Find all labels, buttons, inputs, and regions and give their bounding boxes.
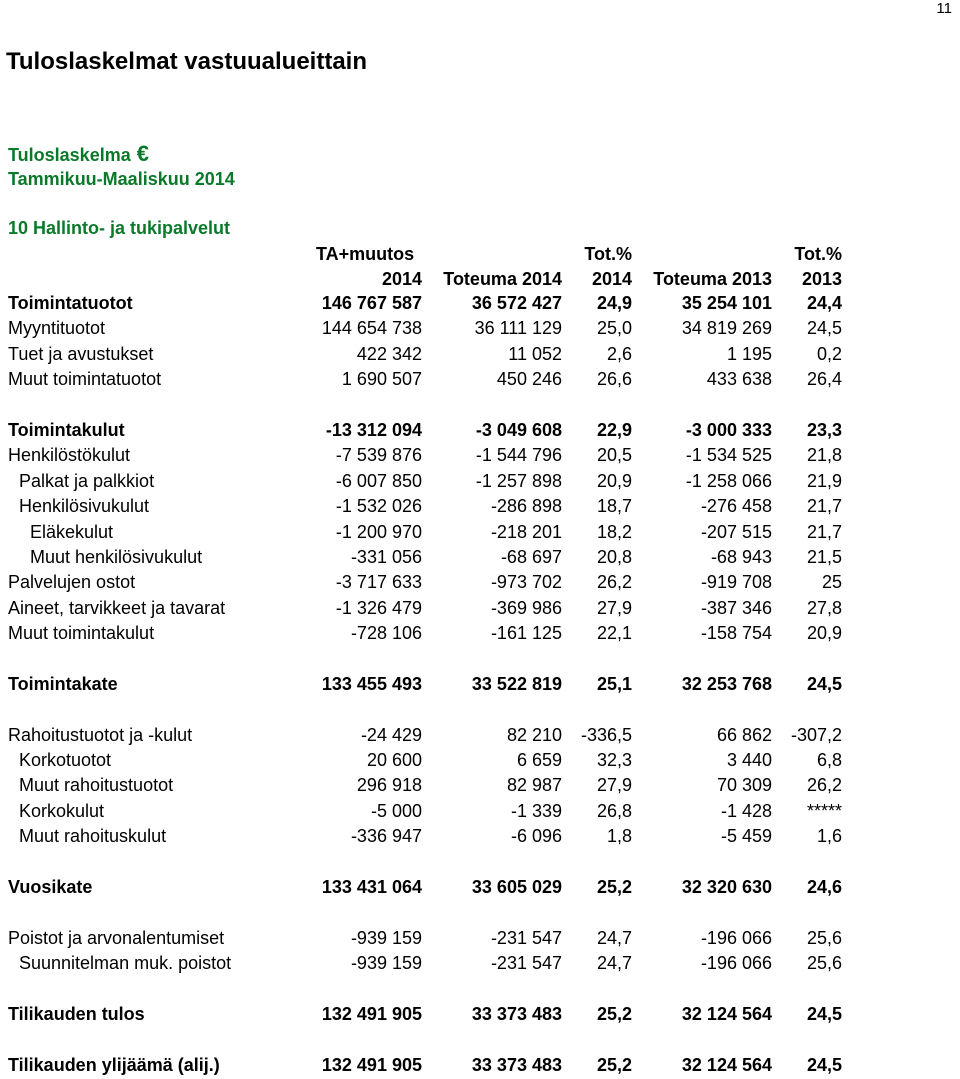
row-value: -6 007 850 <box>335 471 422 491</box>
row-value: -307,2 <box>790 725 842 745</box>
row-value: 296 918 <box>356 775 422 795</box>
row-value: -1 339 <box>510 801 562 821</box>
row-value: 450 246 <box>496 369 562 389</box>
row-value: -68 697 <box>500 547 562 567</box>
row-label: Korkotuotot <box>19 750 112 770</box>
row-value: 32 320 630 <box>681 877 772 897</box>
table-row <box>0 443 960 468</box>
row-value: 25,2 <box>596 877 632 897</box>
table-row <box>0 494 960 519</box>
row-value: 33 605 029 <box>471 877 562 897</box>
row-value: ***** <box>806 801 842 821</box>
row-value: 144 654 738 <box>321 318 422 338</box>
row-value: -231 547 <box>490 928 562 948</box>
row-value: 3 440 <box>726 750 772 770</box>
header-toteuma-2014: Toteuma 2014 <box>443 269 562 289</box>
table-row <box>0 1053 960 1078</box>
row-value: -728 106 <box>350 623 422 643</box>
row-value: 20,8 <box>596 547 632 567</box>
report-title-text: Tuloslaskelma <box>8 145 131 165</box>
row-value: -3 049 608 <box>475 420 562 440</box>
row-value: 18,7 <box>596 496 632 516</box>
row-value: -939 159 <box>350 928 422 948</box>
row-value: -1 258 066 <box>685 471 772 491</box>
row-label: Tilikauden tulos <box>8 1004 145 1024</box>
row-value: 32 253 768 <box>681 674 772 694</box>
table-row <box>0 367 960 392</box>
row-label: Eläkekulut <box>30 522 114 542</box>
row-value: 20,5 <box>596 445 632 465</box>
row-value: -3 717 633 <box>335 572 422 592</box>
row-value: 24,7 <box>596 928 632 948</box>
row-value: 34 819 269 <box>681 318 772 338</box>
row-value: 25,0 <box>596 318 632 338</box>
row-value: -973 702 <box>490 572 562 592</box>
row-value: 24,5 <box>806 1004 842 1024</box>
row-value: 32 124 564 <box>681 1004 772 1024</box>
row-value: -1 544 796 <box>475 445 562 465</box>
table-row <box>0 951 960 976</box>
row-value: 66 862 <box>716 725 772 745</box>
row-value: 24,5 <box>806 318 842 338</box>
row-value: -207 515 <box>700 522 772 542</box>
row-value: 26,2 <box>806 775 842 795</box>
row-value: -336 947 <box>350 826 422 846</box>
row-value: 36 111 129 <box>474 318 562 338</box>
row-value: 23,3 <box>806 420 842 440</box>
row-label: Tuet ja avustukset <box>8 344 154 364</box>
row-label: Poistot ja arvonalentumiset <box>8 928 225 948</box>
row-label: Henkilösivukulut <box>19 496 150 516</box>
row-value: -13 312 094 <box>325 420 422 440</box>
row-value: -68 943 <box>710 547 772 567</box>
row-label: Muut toimintakulut <box>8 623 155 643</box>
table-row <box>0 316 960 341</box>
row-value: -919 708 <box>700 572 772 592</box>
row-value: 35 254 101 <box>681 293 772 313</box>
row-value: -7 539 876 <box>335 445 422 465</box>
row-value: 27,8 <box>806 598 842 618</box>
header-ta-line1: TA+muutos <box>316 244 415 264</box>
row-label: Palvelujen ostot <box>8 572 136 592</box>
row-value: 25,6 <box>806 953 842 973</box>
row-value: 24,5 <box>806 1055 842 1075</box>
row-label: Muut rahoitustuotot <box>19 775 174 795</box>
row-value: 1 195 <box>726 344 772 364</box>
row-value: 24,9 <box>596 293 632 313</box>
row-value: -369 986 <box>490 598 562 618</box>
row-value: 133 455 493 <box>321 674 422 694</box>
row-value: -1 532 026 <box>335 496 422 516</box>
row-label: Rahoitustuotot ja -kulut <box>8 725 193 745</box>
row-value: 24,4 <box>806 293 842 313</box>
header-ta-line2: 2014 <box>381 269 422 289</box>
row-value: -231 547 <box>490 953 562 973</box>
row-label: Aineet, tarvikkeet ja tavarat <box>8 598 226 618</box>
row-value: 18,2 <box>596 522 632 542</box>
row-value: -1 200 970 <box>335 522 422 542</box>
row-value: -5 459 <box>720 826 772 846</box>
row-value: 1,6 <box>816 826 842 846</box>
row-value: 11 052 <box>508 344 562 364</box>
row-value: 36 572 427 <box>471 293 562 313</box>
row-value: 133 431 064 <box>321 877 422 897</box>
table-row <box>0 672 960 697</box>
table-row <box>0 520 960 545</box>
row-value: -387 346 <box>700 598 772 618</box>
row-label: Muut toimintatuotot <box>8 369 162 389</box>
row-value: 25,1 <box>596 674 632 694</box>
table-row <box>0 545 960 570</box>
row-value: 24,6 <box>806 877 842 897</box>
table-row <box>0 418 960 443</box>
table-row <box>0 824 960 849</box>
row-value: 0,2 <box>816 344 842 364</box>
row-value: 25,6 <box>806 928 842 948</box>
row-label: Toimintakate <box>8 674 118 694</box>
row-value: 33 373 483 <box>471 1004 562 1024</box>
row-value: -196 066 <box>700 953 772 973</box>
row-value: 21,8 <box>806 445 842 465</box>
row-value: -1 257 898 <box>475 471 562 491</box>
row-value: 25 <box>821 572 842 592</box>
table-row <box>0 1002 960 1027</box>
row-label: Vuosikate <box>8 877 93 897</box>
row-value: 26,4 <box>806 369 842 389</box>
row-value: 82 210 <box>506 725 562 745</box>
row-value: 20,9 <box>806 623 842 643</box>
row-value: 132 491 905 <box>321 1004 422 1024</box>
report-title <box>8 141 149 168</box>
row-label: Muut henkilösivukulut <box>30 547 203 567</box>
header-pct-2013-line1: Tot.% <box>794 244 842 264</box>
row-value: 26,6 <box>596 369 632 389</box>
row-value: 26,2 <box>596 572 632 592</box>
row-value: -336,5 <box>580 725 632 745</box>
table-row <box>0 621 960 646</box>
row-value: -3 000 333 <box>685 420 772 440</box>
row-value: 21,7 <box>806 496 842 516</box>
row-value: 27,9 <box>596 598 632 618</box>
row-value: 33 373 483 <box>471 1055 562 1075</box>
row-value: -158 754 <box>700 623 772 643</box>
row-label: Henkilöstökulut <box>8 445 131 465</box>
table-row <box>0 926 960 951</box>
row-value: 27,9 <box>596 775 632 795</box>
row-value: 1,8 <box>606 826 632 846</box>
row-label: Toimintakulut <box>8 420 125 440</box>
row-value: -218 201 <box>490 522 562 542</box>
row-value: -6 096 <box>510 826 562 846</box>
report-period: Tammikuu-Maaliskuu 2014 <box>8 169 235 189</box>
row-label: Palkat ja palkkiot <box>19 471 155 491</box>
row-value: 22,9 <box>596 420 632 440</box>
row-value: 26,8 <box>596 801 632 821</box>
row-value: 70 309 <box>716 775 772 795</box>
row-value: -5 000 <box>370 801 422 821</box>
page-title: Tuloslaskelmat vastuualueittain <box>6 48 367 75</box>
row-value: 20 600 <box>366 750 422 770</box>
row-value: 24,7 <box>596 953 632 973</box>
header-pct-2014-line2: 2014 <box>591 269 632 289</box>
row-label: Tilikauden ylijäämä (alij.) <box>8 1055 220 1075</box>
row-value: 22,1 <box>596 623 632 643</box>
table-row <box>0 596 960 621</box>
row-value: -331 056 <box>350 547 422 567</box>
header-toteuma-2013: Toteuma 2013 <box>653 269 772 289</box>
row-value: 6,8 <box>816 750 842 770</box>
table-row <box>0 875 960 900</box>
row-value: 146 767 587 <box>321 293 422 313</box>
row-value: 433 638 <box>706 369 772 389</box>
table-row <box>0 570 960 595</box>
table-row <box>0 342 960 367</box>
page-number: 11 <box>936 0 952 17</box>
row-value: 1 690 507 <box>341 369 422 389</box>
table-row <box>0 773 960 798</box>
row-value: 21,7 <box>806 522 842 542</box>
row-value: 20,9 <box>596 471 632 491</box>
header-pct-2014-line1: Tot.% <box>584 244 632 264</box>
table-row <box>0 723 960 748</box>
row-value: 25,2 <box>596 1055 632 1075</box>
row-value: -1 534 525 <box>685 445 772 465</box>
row-value: 21,9 <box>806 471 842 491</box>
row-value: 6 659 <box>516 750 562 770</box>
row-value: -161 125 <box>490 623 562 643</box>
row-value: -286 898 <box>490 496 562 516</box>
row-value: 24,5 <box>806 674 842 694</box>
row-value: -196 066 <box>700 928 772 948</box>
row-value: 25,2 <box>596 1004 632 1024</box>
table-row <box>0 291 960 316</box>
row-label: Korkokulut <box>19 801 105 821</box>
row-value: 33 522 819 <box>471 674 562 694</box>
table-row <box>0 799 960 824</box>
euro-symbol: € <box>136 141 149 166</box>
row-value: 32,3 <box>596 750 632 770</box>
row-value: 82 987 <box>506 775 562 795</box>
header-pct-2013-line2: 2013 <box>801 269 842 289</box>
row-value: -276 458 <box>700 496 772 516</box>
unit-name: 10 Hallinto- ja tukipalvelut <box>8 218 231 238</box>
row-value: 21,5 <box>806 547 842 567</box>
row-value: 422 342 <box>356 344 422 364</box>
row-label: Myyntituotot <box>8 318 106 338</box>
table-row <box>0 469 960 494</box>
table-row <box>0 748 960 773</box>
row-value: 32 124 564 <box>681 1055 772 1075</box>
row-label: Toimintatuotot <box>8 293 133 313</box>
row-value: -1 326 479 <box>335 598 422 618</box>
row-value: -1 428 <box>720 801 772 821</box>
row-value: 2,6 <box>606 344 632 364</box>
row-value: -24 429 <box>360 725 422 745</box>
row-value: 132 491 905 <box>321 1055 422 1075</box>
row-label: Suunnitelman muk. poistot <box>19 953 232 973</box>
row-label: Muut rahoituskulut <box>19 826 167 846</box>
row-value: -939 159 <box>350 953 422 973</box>
